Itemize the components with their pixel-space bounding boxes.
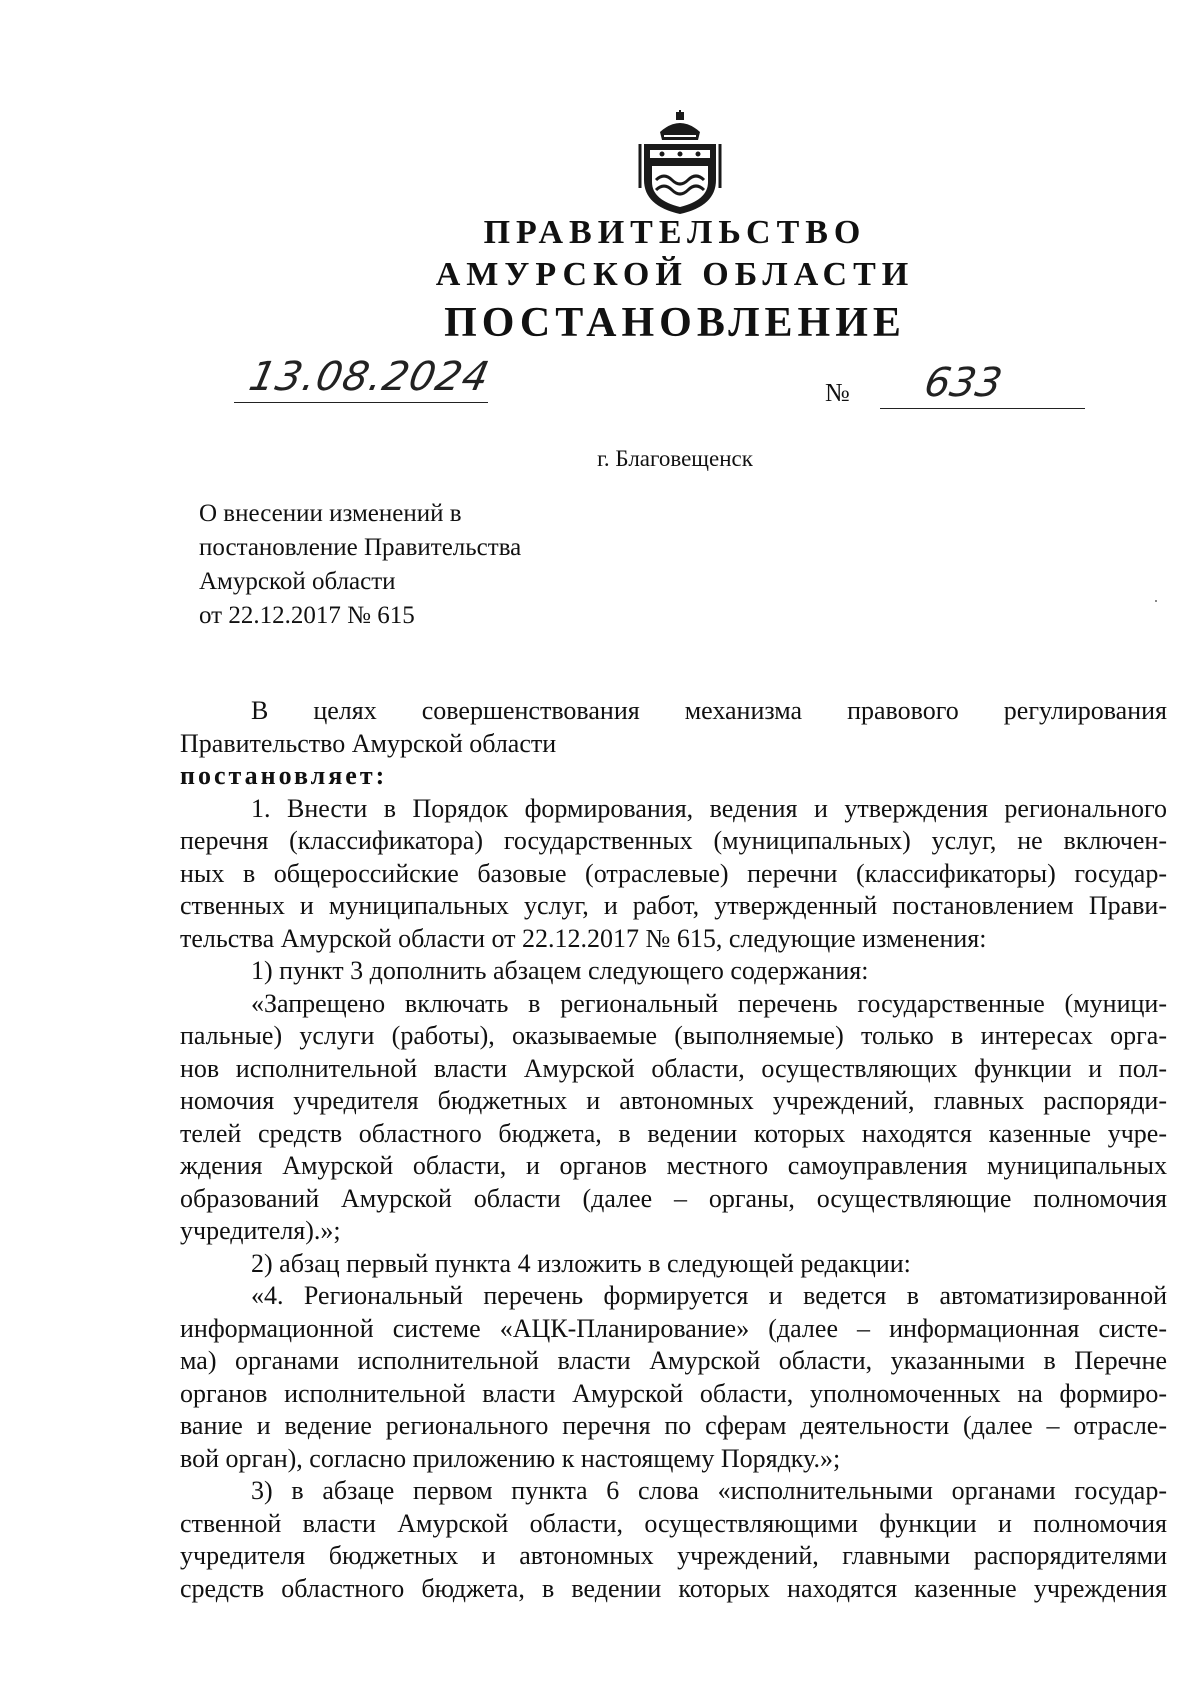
number-underline <box>880 408 1085 409</box>
document-subject <box>199 497 521 633</box>
body-line: ных в общероссийские базовые (отраслевые) перечни (классификаторы) государ- <box>180 858 1167 888</box>
region-title: АМУРСКОЙ ОБЛАСТИ <box>435 256 915 293</box>
city-label: г. Благовещенск <box>597 446 753 471</box>
subject-line: Амурской области <box>199 568 396 595</box>
body-line: ственной власти Амурской области, осуществляющими функции и полномочия <box>180 1508 1167 1538</box>
subject-line: постановление Правительства <box>199 534 522 561</box>
body-line: вой орган), согласно приложению к настоящему Порядку.»; <box>180 1443 841 1473</box>
body-line: информационной системе «АЦК-Планирование» (далее – информационная систе- <box>180 1313 1167 1343</box>
number-sign: № <box>825 378 850 407</box>
document-date: 13.08.2024 <box>245 354 494 400</box>
date-underline <box>234 402 488 403</box>
body-line: Правительство Амурской области <box>180 728 557 758</box>
body-line: В целях совершенствования механизма правового регулирования <box>251 696 1167 725</box>
document-number: 633 <box>920 360 1006 406</box>
document-body <box>180 695 1167 1605</box>
document-type-title: ПОСТАНОВЛЕНИЕ <box>444 300 906 346</box>
body-line: вание и ведение регионального перечня по сферам деятельности (далее – отрасле- <box>180 1411 1167 1440</box>
body-line: телей средств областного бюджета, в ведении которых находятся казенные учре- <box>180 1118 1167 1148</box>
body-line: «4. Региональный перечень формируется и ведется в автоматизированной <box>251 1281 1167 1310</box>
body-line: ственных и муниципальных услуг, и работ, утвержденный постановлением Прави- <box>180 891 1167 920</box>
body-line: 2) абзац первый пункта 4 изложить в следующей редакции: <box>251 1248 911 1278</box>
subject-line: от 22.12.2017 № 615 <box>199 602 415 629</box>
body-line: ма) органами исполнительной власти Амурской области, указанными в Перечне <box>180 1346 1167 1375</box>
coat-of-arms-icon <box>630 110 730 215</box>
body-line: средств областного бюджета, в ведении которых находятся казенные учреждения <box>180 1573 1167 1603</box>
body-line: 1) пункт 3 дополнить абзацем следующего содержания: <box>251 956 869 985</box>
decree-word: постановляет: <box>180 761 388 790</box>
body-line: 3) в абзаце первом пункта 6 слова «исполнительными органами государ- <box>251 1476 1167 1505</box>
body-line: тельства Амурской области от 22.12.2017 № 615, следующие изменения: <box>180 923 987 953</box>
body-line: 1. Внести в Порядок формирования, ведения и утверждения регионального <box>251 793 1167 823</box>
body-line: учредителя).»; <box>180 1216 341 1245</box>
body-line: перечня (классификатора) государственных (муниципальных) услуг, не включен- <box>180 826 1167 855</box>
body-line: номочия учредителя бюджетных и автономных учреждений, главных распоряди- <box>180 1086 1167 1115</box>
scan-speck <box>1155 600 1157 602</box>
body-line: органов исполнительной власти Амурской области, уполномоченных на формиро- <box>180 1378 1167 1408</box>
body-line: образований Амурской области (далее – органы, осуществляющие полномочия <box>180 1183 1167 1213</box>
subject-line: О внесении изменений в <box>199 500 462 527</box>
body-line: ждения Амурской области, и органов местного самоуправления муниципальных <box>180 1151 1167 1180</box>
body-line: пальные) услуги (работы), оказываемые (выполняемые) только в интересах орга- <box>180 1021 1167 1050</box>
government-title: ПРАВИТЕЛЬСТВО <box>483 214 867 251</box>
body-line: учредителя бюджетных и автономных учреждений, главными распорядителями <box>180 1541 1167 1570</box>
body-line: нов исполнительной власти Амурской области, осуществляющих функции и пол- <box>180 1053 1167 1083</box>
body-line: «Запрещено включать в региональный перечень государственные (муници- <box>251 988 1167 1018</box>
